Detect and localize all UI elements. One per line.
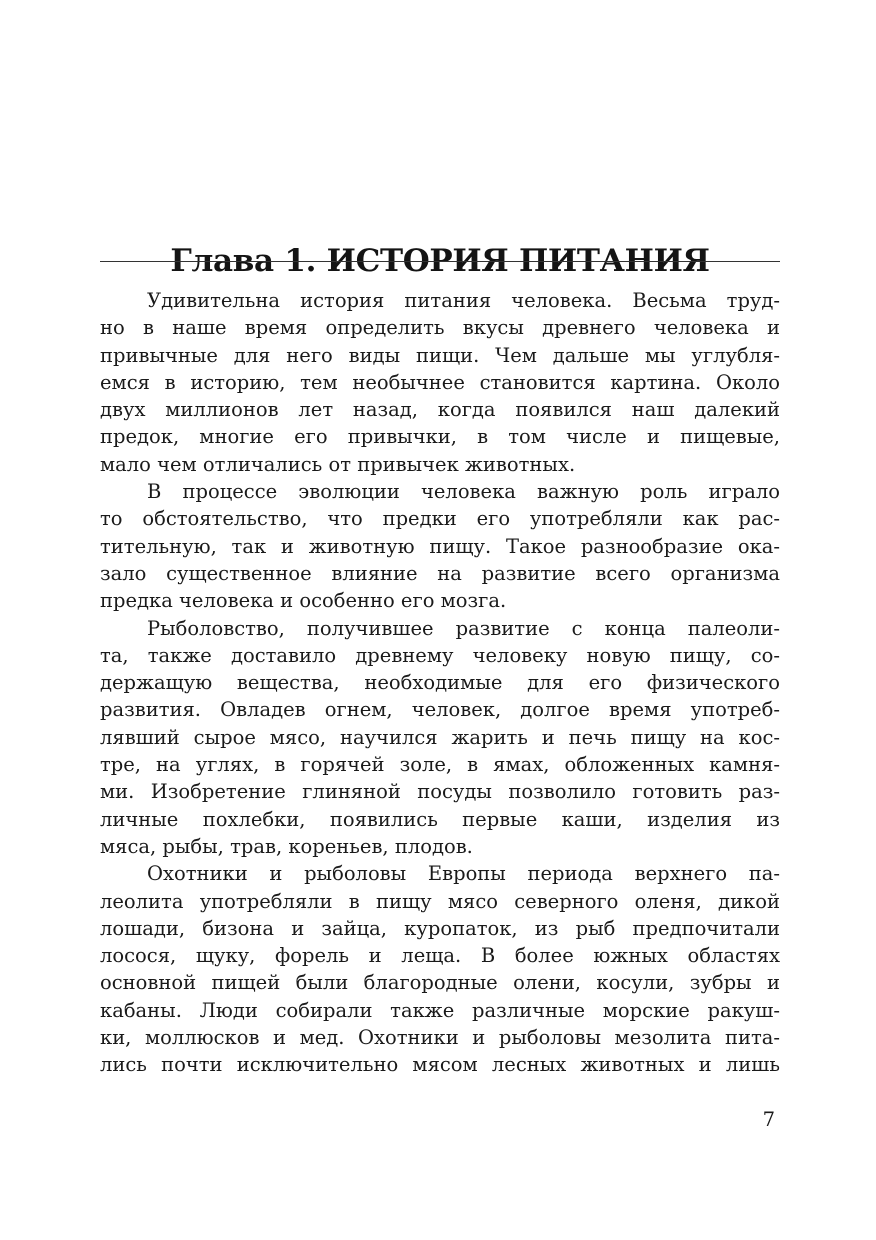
paragraph-2-line-1: В процессе эволюции человека важную роль играло	[147, 480, 780, 504]
page-number: 7	[762, 1108, 775, 1131]
paragraph-1-line-6: предок, многие его привычки, в том числе и пищевые,	[100, 425, 780, 449]
paragraph-4-line-2: леолита употребляли в пищу мясо северного оленя, дикой	[100, 889, 780, 913]
paragraph-3-line-5: лявший сырое мясо, научился жарить и печь пищу на кос-	[100, 725, 780, 749]
paragraph-3-line-3: держащую вещества, необходимые для его физического	[100, 671, 780, 695]
paragraph-1-line-2: но в наше время определить вкусы древнего человека и	[100, 316, 780, 340]
paragraph-4-line-4: лосося, щуку, форель и леща. В более южных областях	[100, 944, 780, 968]
paragraph-2-line-3: тительную, так и животную пищу. Такое разнообразие ока-	[100, 534, 780, 558]
paragraph-1-line-1: Удивительна история питания человека. Весьма труд-	[147, 289, 780, 312]
paragraph-3-line-1: Рыболовство, получившее развитие с конца палеоли-	[147, 616, 780, 640]
paragraph-2-line-4: зало существенное влияние на развитие всего организма	[100, 561, 780, 585]
paragraph-4-line-8: лись почти исключительно мясом лесных животных и лишь	[100, 1053, 780, 1077]
paragraph-4-line-5: основной пищей были благородные олени, косули, зубры и	[100, 971, 780, 995]
body-text	[100, 287, 780, 1079]
paragraph-1-line-3: привычные для него виды пищи. Чем дальше мы углубля-	[100, 343, 780, 367]
paragraph-2-line-2: то обстоятельство, что предки его употребляли как рас-	[100, 507, 780, 531]
paragraph-2-line-5: предка человека и особенно его мозга.	[100, 589, 507, 613]
paragraph-3-line-8: личные похлебки, появились первые каши, изделия из	[100, 807, 780, 831]
paragraph-3-line-7: ми. Изобретение глиняной посуды позволило готовить раз-	[100, 780, 780, 804]
paragraph-4-line-6: кабаны. Люди собирали также различные морские ракуш-	[100, 998, 780, 1022]
chapter-title: Глава 1. ИСТОРИЯ ПИТАНИЯ	[170, 242, 710, 279]
paragraph-1-line-7: мало чем отличались от привычек животных.	[100, 452, 576, 476]
paragraph-1-line-5: двух миллионов лет назад, когда появился наш далекий	[100, 398, 780, 422]
paragraph-4-line-7: ки, моллюсков и мед. Охотники и рыболовы мезолита пита-	[100, 1026, 780, 1050]
paragraph-4-line-1: Охотники и рыболовы Европы периода верхнего па-	[147, 862, 780, 886]
paragraph-1-line-4: емся в историю, тем необычнее становится картина. Около	[100, 370, 780, 394]
paragraph-4-line-3: лошади, бизона и зайца, куропаток, из рыб предпочитали	[100, 916, 780, 940]
paragraph-3-line-9: мяса, рыбы, трав, кореньев, плодов.	[100, 834, 473, 858]
paragraph-3-line-2: та, также доставило древнему человеку новую пищу, со-	[100, 643, 780, 667]
title-divider	[100, 261, 780, 262]
paragraph-3-line-6: тре, на углях, в горячей золе, в ямах, обложенных камня-	[100, 753, 780, 777]
paragraph-3-line-4: развития. Овладев огнем, человек, долгое время употреб-	[100, 698, 780, 722]
